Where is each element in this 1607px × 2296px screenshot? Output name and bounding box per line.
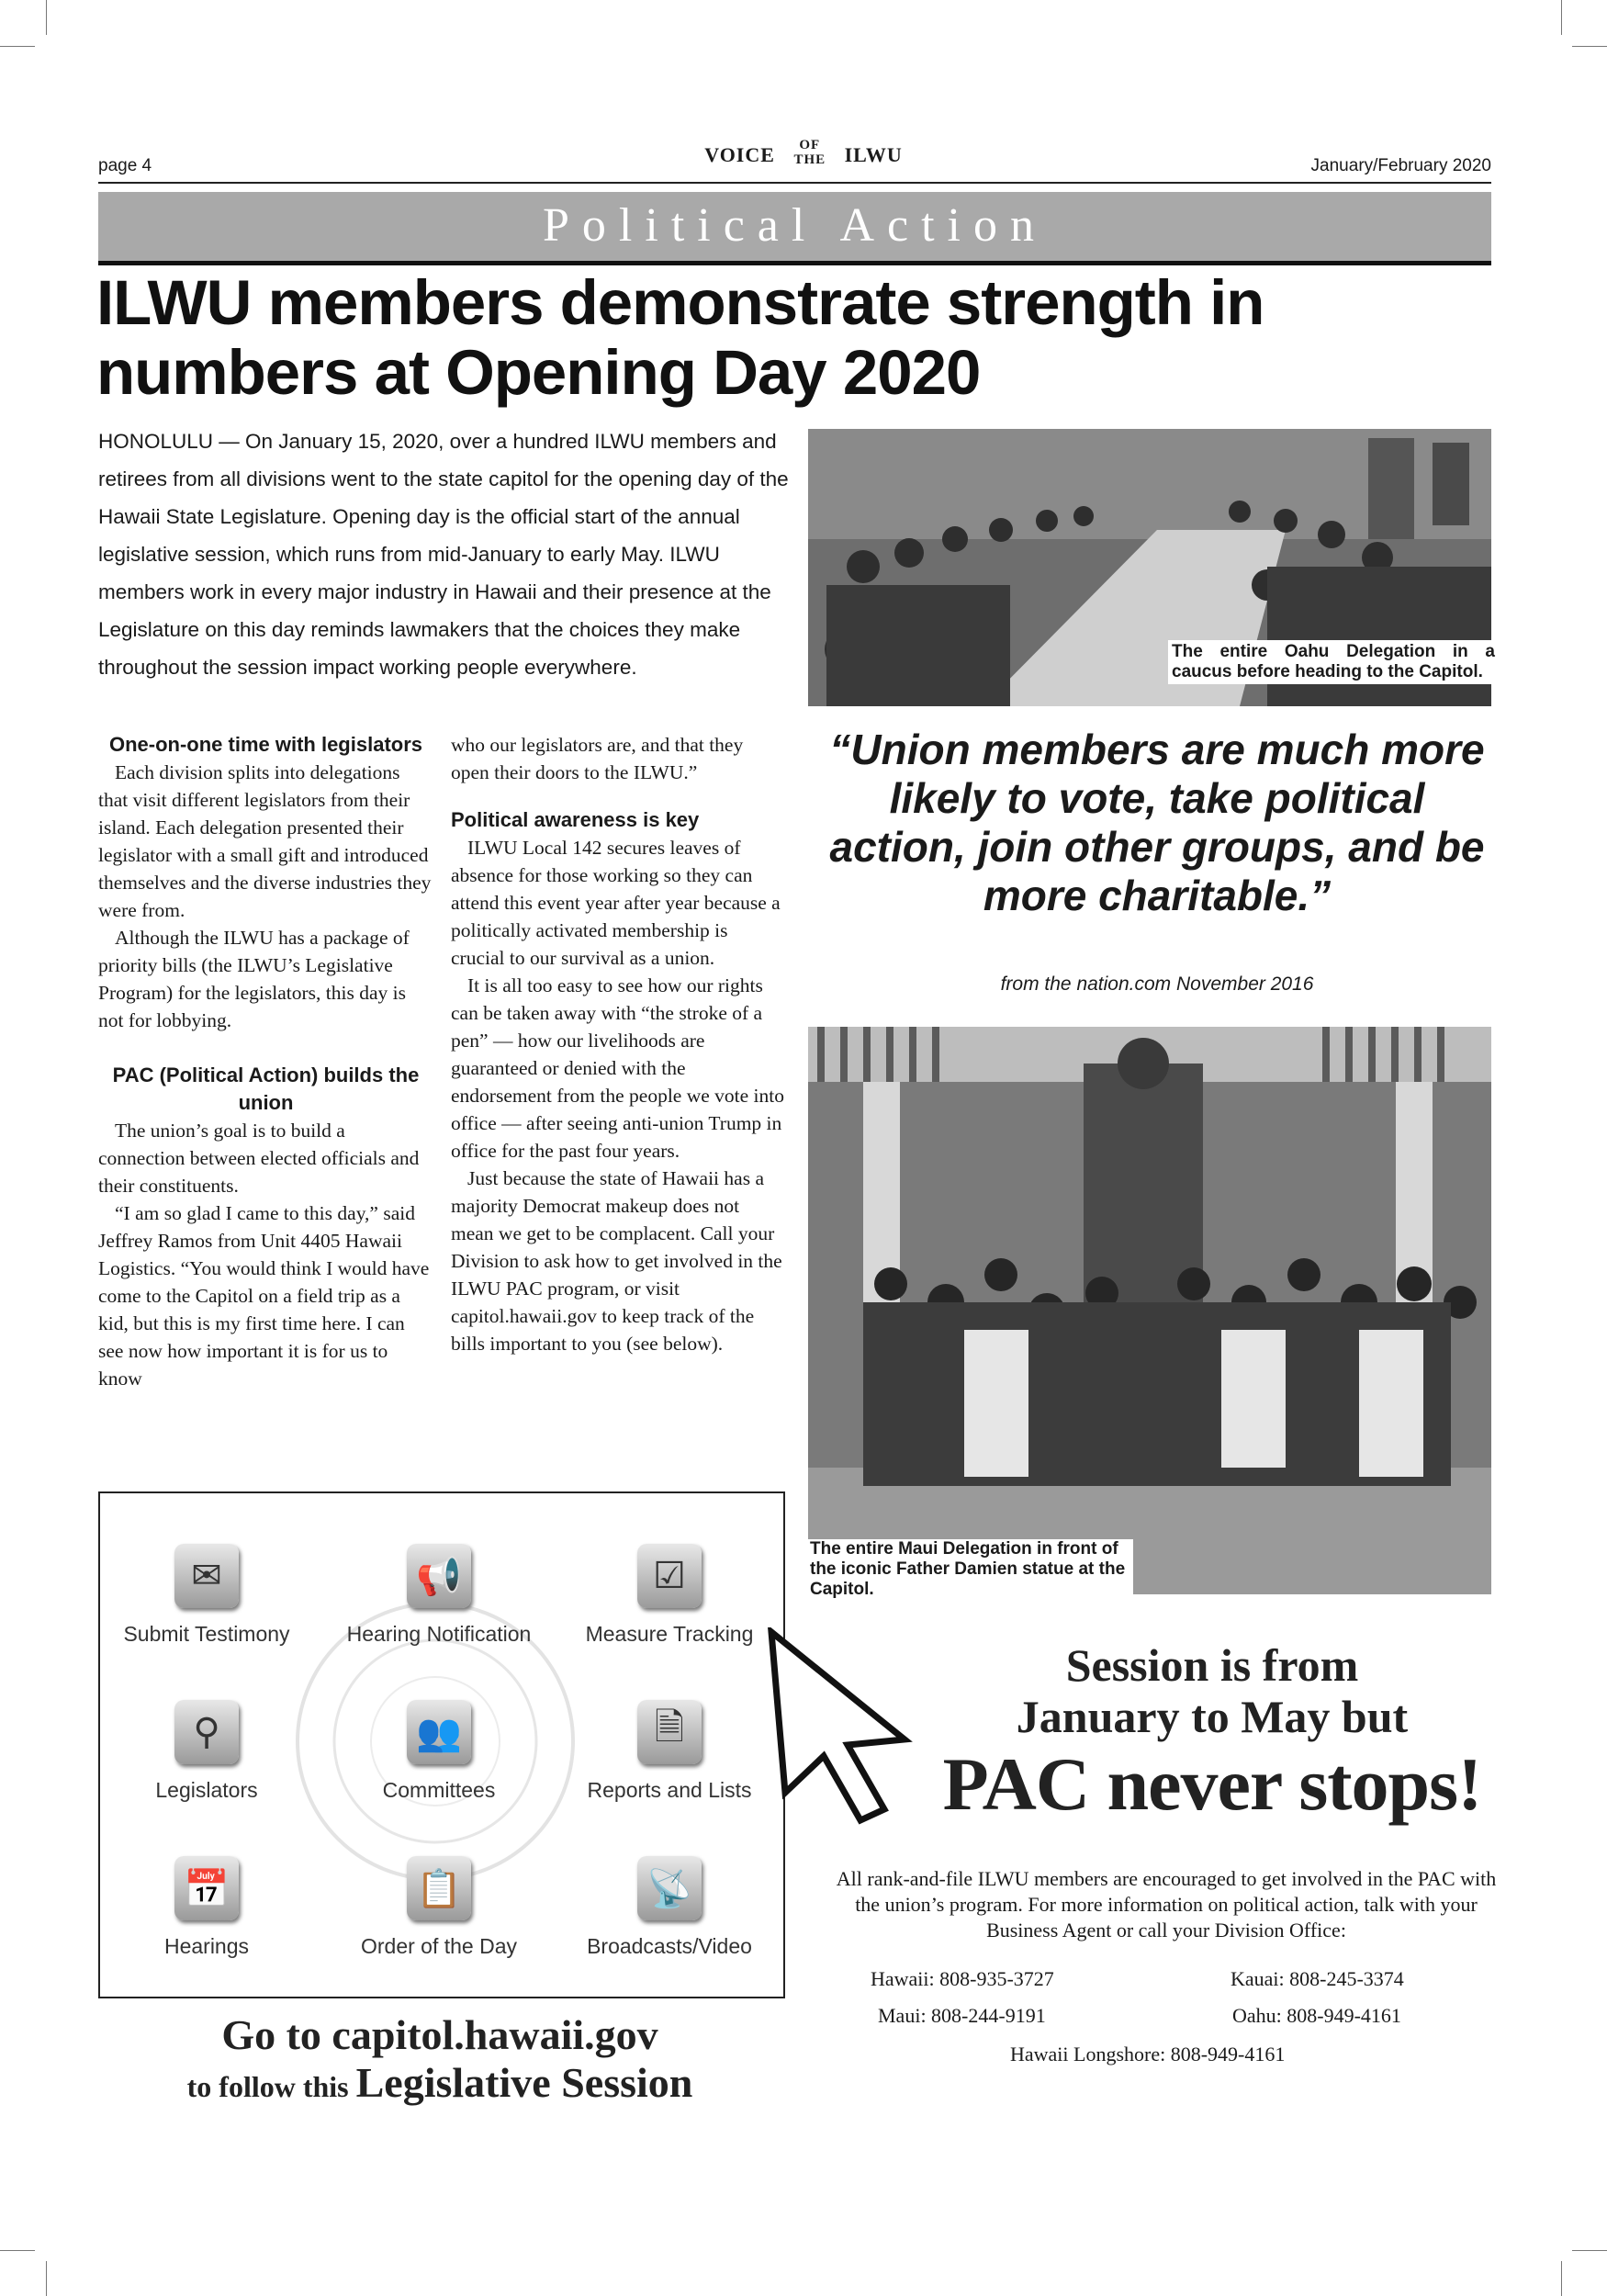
icon-label[interactable]: Hearing Notification: [346, 1622, 532, 1646]
promo-line: Session is from: [1065, 1639, 1359, 1691]
promo-line: PAC never stops!: [942, 1742, 1482, 1826]
callout-text: to follow this: [186, 2070, 349, 2103]
paragraph: who our legislators are, and that they open their doors to the ILWU.”: [451, 734, 744, 783]
section-rule: [98, 261, 1491, 265]
subhead: One-on-one time with legislators: [108, 733, 423, 756]
masthead-word: VOICE: [704, 143, 775, 166]
crop-mark: [0, 46, 35, 47]
pull-quote: “Union members are much more likely to vote, take political action, join other groups, and be more charitable.”: [829, 726, 1485, 919]
photo-caption: The entire Maui Delegation in front of the iconic Father Damien statue at the Capitol.: [808, 1539, 1133, 1600]
icon-label[interactable]: Measure Tracking: [585, 1622, 754, 1646]
crop-mark: [1561, 2261, 1562, 2296]
envelope-icon[interactable]: ✉: [174, 1544, 239, 1608]
article-column-2: [451, 731, 786, 1357]
icon-label[interactable]: Broadcasts/Video: [587, 1934, 752, 1958]
crop-mark: [46, 0, 47, 35]
phone-oahu: Oahu: 808-949-4161: [1232, 2004, 1401, 2027]
issue-date: January/February 2020: [1310, 156, 1491, 175]
masthead-stack: [793, 138, 826, 167]
phone-longshore: Hawaii Longshore: 808-949-4161: [1010, 2043, 1286, 2065]
icon-label[interactable]: Committees: [382, 1778, 496, 1802]
maui-delegation-photo: [808, 1027, 1491, 1594]
capitol-callout: [98, 2011, 781, 2110]
icon-label[interactable]: Order of the Day: [360, 1934, 518, 1958]
photo-caption: The entire Oahu Delegation in a caucus before heading to the Capitol.: [1168, 640, 1499, 684]
phone-hawaii: Hawaii: 808-935-3727: [871, 1967, 1054, 1990]
people-icon[interactable]: 👥: [407, 1700, 471, 1764]
pac-promo-heading: [854, 1639, 1570, 1827]
crop-mark: [0, 2250, 35, 2251]
paragraph: Each division splits into delegations that visit different legislators from their island. Each delegation presented their legislator with a small gift and introduced themselves and the diverse industries they were from.: [98, 761, 432, 921]
megaphone-icon[interactable]: 📢: [407, 1544, 471, 1608]
icon-label[interactable]: Hearings: [163, 1934, 250, 1958]
quote-source: from the nation.com November 2016: [1000, 974, 1314, 995]
subhead: Political awareness is key: [451, 808, 700, 831]
headline-line: ILWU members demonstrate strength in: [96, 267, 1264, 338]
paragraph: It is all too easy to see how our rights can be taken away with “the stroke of a pen” — how our livelihoods are guaranteed or denied with the endorsement from the people we vote into office — after seeing anti-union Trump in office for the past four years.: [451, 974, 785, 1162]
icon-label[interactable]: Reports and Lists: [587, 1778, 752, 1802]
paragraph: ILWU Local 142 secures leaves of absence for those working so they can attend this event year after year because a politically activated membership is crucial to our survival as a union.: [451, 837, 781, 969]
calendar-icon[interactable]: 📅: [174, 1856, 239, 1920]
callout-text: Legislative Session: [355, 2059, 693, 2106]
phone-kauai: Kauai: 808-245-3374: [1231, 1967, 1404, 1990]
masthead-rule: [98, 182, 1491, 184]
promo-line: January to May but: [1016, 1691, 1409, 1742]
phone-maui: Maui: 808-244-9191: [878, 2004, 1046, 2027]
icon-label[interactable]: Submit Testimony: [123, 1622, 290, 1646]
page-number: page 4: [98, 156, 152, 175]
crop-mark: [1561, 0, 1562, 35]
pac-info-paragraph: All rank-and-file ILWU members are encouraged to get involved in the PAC with the union’s program. For more information on political action, talk with your Business Agent or call your Division Office:: [836, 1867, 1497, 1941]
subhead: PAC (Political Action) builds the union: [112, 1064, 420, 1114]
masthead-word: THE: [793, 152, 826, 167]
crop-mark: [46, 2261, 47, 2296]
section-title: Political Action: [543, 199, 1047, 252]
crop-mark: [1572, 46, 1607, 47]
callout-line: [98, 2059, 781, 2110]
paragraph: Just because the state of Hawaii has a majority Democrat makeup does not mean we get to be complacent. Call your Division to ask how to get involved in the ILWU PAC program, or visit capitol.hawaii.gov to keep track of the bills important to you (see below).: [451, 1167, 782, 1355]
paragraph: “I am so glad I came to this day,” said Jeffrey Ramos from Unit 4405 Hawaii Logistics. “You would think I would have come to the Capitol on a field trip as a kid, but this is my first time here. I can see now how important it is for us to know: [98, 1202, 430, 1390]
documents-icon[interactable]: 🗎: [637, 1700, 702, 1764]
callout-line: Go to capitol.hawaii.gov: [221, 2011, 658, 2058]
lede-paragraph: HONOLULU — On January 15, 2020, over a hundred ILWU members and retirees from all divisions went to the state capitol for the opening day of the Hawaii State Legislature. Opening day is the official start of the annual legislative session, which runs from mid-January to early May. ILWU members work in every major industry in Hawaii and their presence at the Legislature on this day reminds lawmakers that the choices they make throughout the session impact working people everywhere.: [98, 430, 789, 679]
crop-mark: [1572, 2250, 1607, 2251]
masthead-word: OF: [799, 138, 821, 152]
checkbox-icon[interactable]: ☑: [637, 1544, 702, 1608]
headline-line: numbers at Opening Day 2020: [96, 337, 981, 408]
paragraph: The union’s goal is to build a connection between elected officials and their constituents.: [98, 1120, 420, 1197]
article-column-1: [98, 731, 433, 1392]
broadcast-icon[interactable]: 📡: [637, 1856, 702, 1920]
clipboard-icon[interactable]: 📋: [407, 1856, 471, 1920]
podium-icon[interactable]: ⚲: [174, 1700, 239, 1764]
paragraph: Although the ILWU has a package of priority bills (the ILWU’s Legislative Program) for the legislators, this day is not for lobbying.: [98, 927, 410, 1031]
headline: [96, 268, 1511, 408]
masthead-word: ILWU: [844, 143, 903, 166]
icon-label[interactable]: Legislators: [155, 1778, 258, 1802]
capitol-site-graphic: [98, 1491, 785, 1998]
